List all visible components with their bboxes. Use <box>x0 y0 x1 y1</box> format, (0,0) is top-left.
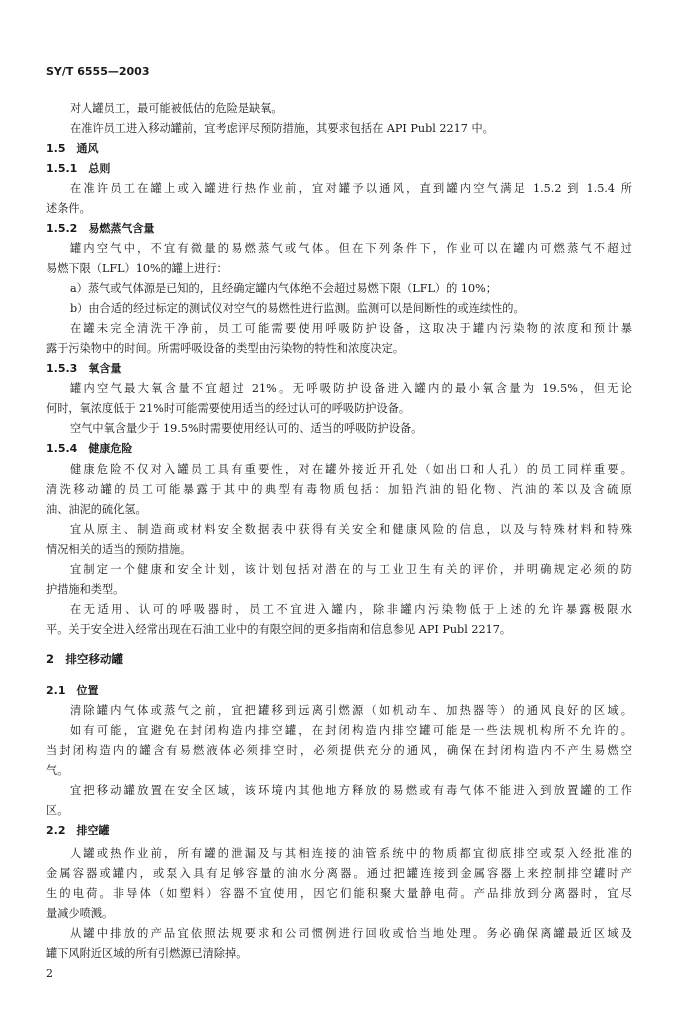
body-line: 露于污染物中的时间。所需呼吸设备的类型由污染物的特性和浓度决定。 <box>46 342 405 355</box>
body-line: 油、油泥的硫化氢。 <box>46 503 147 516</box>
body-line: 从罐中排放的产品宜依照法规要求和公司惯例进行回收或恰当地处理。务必确保离罐最近区域及 <box>70 927 632 940</box>
body-line: 在准许员工在罐上或入罐进行热作业前，宜对罐予以通风，直到罐内空气满足 1.5.2 到 1.5.4 所 <box>70 182 632 195</box>
body-line: 空气中氧含量少于 19.5%时需要使用经认可的、适当的呼吸防护设备。 <box>70 422 423 435</box>
body-line: 护措施和类型。 <box>46 583 125 596</box>
body-line: 宜从原主、制造商或材料安全数据表中获得有关安全和健康风险的信息，以及与特殊材料和特殊 <box>70 523 632 536</box>
body-line: 在无适用、认可的呼吸器时，员工不宜进入罐内，除非罐内污染物低于上述的允许暴露极限水 <box>70 603 632 616</box>
section-heading-1-5-1: 1.5.1 总则 <box>46 162 111 175</box>
body-line: 对人罐员工，最可能被低估的危险是缺氧。 <box>70 102 283 115</box>
section-heading-1-5-2: 1.5.2 易燃蒸气含量 <box>46 222 155 235</box>
body-line: 区。 <box>46 804 69 817</box>
list-item-b: b）由合适的经过标定的测试仪对空气的易燃性进行监测。监测可以是间断性的或连续性的。 <box>70 302 525 315</box>
body-line: 何时，氧浓度低于 21%时可能需要使用适当的经过认可的呼吸防护设备。 <box>46 402 411 415</box>
body-line: 情况相关的适当的预防措施。 <box>46 543 192 556</box>
section-heading-2-2: 2.2 排空罐 <box>46 824 110 837</box>
body-line: 述条件。 <box>46 202 91 215</box>
page-number: 2 <box>46 967 53 980</box>
body-line: 宜制定一个健康和安全计划，该计划包括对潜在的与工业卫生有关的评价，并明确规定必须的防 <box>70 563 632 576</box>
body-line: 如有可能，宜避免在封闭构造内排空罐，在封闭构造内排空罐可能是一些法规机构所不允许的。 <box>70 724 632 737</box>
body-line: 人罐或热作业前，所有罐的泄漏及与其相连接的油管系统中的物质都宜彻底排空或泵入经批准的 <box>70 847 632 860</box>
body-line: 当封闭构造内的罐含有易燃液体必须排空时，必须提供充分的通风，确保在封闭构造内不产生易燃空 <box>46 744 632 757</box>
body-line: 易燃下限（LFL）10%的罐上进行： <box>46 262 228 275</box>
body-line: 健康危险不仅对入罐员工具有重要性，对在罐外接近开孔处（如出口和人孔）的员工同样重要。 <box>70 463 632 476</box>
body-line: 罐下风附近区域的所有引燃源已清除掉。 <box>46 947 248 960</box>
body-line: 清除罐内气体或蒸气之前，宜把罐移到远离引燃源（如机动车、加热器等）的通风良好的区域。 <box>70 704 632 717</box>
body-line: 金属容器或罐内，或泵入具有足够容量的油水分离器。通过把罐连接到金属容器上来控制排空罐时产 <box>46 867 632 880</box>
body-line: 罐内空气最大氧含量不宜超过 21%。无呼吸防护设备进入罐内的最小氧含量为 19.5%，但无论 <box>70 382 632 395</box>
section-heading-2-1: 2.1 位置 <box>46 684 99 697</box>
body-line: 气。 <box>46 764 69 777</box>
body-line: 罐内空气中，不宜有微量的易燃蒸气或气体。但在下列条件下，作业可以在罐内可燃蒸气不超过 <box>70 242 632 255</box>
section-heading-1-5-3: 1.5.3 氧含量 <box>46 362 122 375</box>
list-item-a: a）蒸气或气体源是已知的，且经确定罐内气体绝不会超过易燃下限（LFL）的 10%； <box>70 282 497 295</box>
section-heading-1-5-4: 1.5.4 健康危险 <box>46 442 133 455</box>
body-line: 生的电荷。非导体（如塑料）容器不宜使用，因它们能积聚大量静电荷。产品排放到分离器时，宜尽 <box>46 887 632 900</box>
body-line: 在准许员工进入移动罐前，宜考虑评尽预防措施，其要求包括在 API Publ 2217 中。 <box>70 122 494 135</box>
body-line: 宜把移动罐放置在安全区域，该环境内其他地方释放的易燃或有毒气体不能进入到放置罐的工作 <box>70 784 632 797</box>
body-line: 量减少喷溅。 <box>46 907 114 920</box>
body-line: 平。关于安全进入经常出现在石油工业中的有限空间的更多指南和信息参见 API Publ 2217。 <box>46 623 512 636</box>
body-line: 在罐未完全清洗干净前，员工可能需要使用呼吸防护设备，这取决于罐内污染物的浓度和预计暴 <box>70 322 632 335</box>
body-line: 清洗移动罐的员工可能暴露于其中的典型有毒物质包括：加铅汽油的铅化物、汽油的苯以及含硫原 <box>46 483 632 496</box>
standard-id: SY/T 6555—2003 <box>46 65 150 78</box>
section-heading-2: 2 排空移动罐 <box>46 652 124 666</box>
section-heading-1-5: 1.5 通风 <box>46 142 99 155</box>
